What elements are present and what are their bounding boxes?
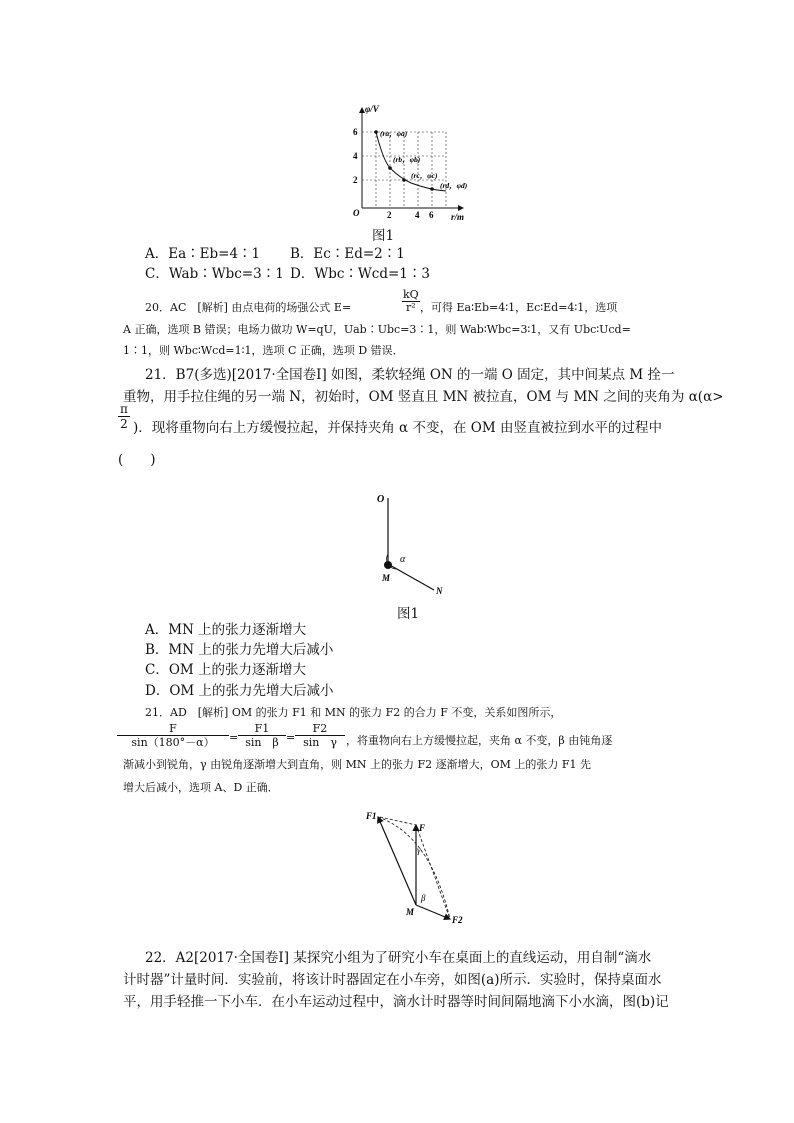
fraction-f1-sin-beta bbox=[238, 722, 286, 749]
alpha-label: α bbox=[400, 554, 406, 565]
fraction-numerator: π bbox=[120, 402, 128, 416]
point-label: (rb，φb) bbox=[393, 155, 421, 164]
figure-caption: 图1 bbox=[372, 228, 395, 244]
fraction-denominator: sin β bbox=[245, 736, 279, 749]
x-tick: 4 bbox=[415, 210, 420, 220]
question-22-line2: 计时器”计量时间．实验前，将该计时器固定在小车旁，如图(a)所示．实验时，保持桌面水 bbox=[123, 972, 662, 988]
gamma-label: γ bbox=[417, 845, 421, 855]
potential-graph bbox=[345, 100, 480, 225]
answer-21-line2: ，将重物向右上方缓慢拉起，夹角 α 不变，β 由钝角逐 bbox=[346, 734, 613, 747]
question-22-line3: 平，用手轻推一下小车．在小车运动过程中，滴水计时器等时间间隔地滴下小水滴，图(b)记 bbox=[123, 994, 669, 1010]
beta-label: β bbox=[421, 893, 426, 903]
f1-label: F1 bbox=[366, 811, 377, 821]
point-label: (ra，φa) bbox=[380, 129, 408, 138]
answer-21-line3: 渐减小到锐角，γ 由锐角逐渐增大到直角，则 MN 上的张力 F2 逐渐增大，OM 上的张力 F1 先 bbox=[123, 758, 591, 771]
y-tick: 4 bbox=[353, 151, 358, 161]
f-label: F bbox=[419, 823, 426, 833]
answer-20-line2: A 正确，选项 B 错误；电场力做功 W=qU，Uab∶Ubc=3∶1，则 Wab∶Wbc=3∶1，又有 Ubc∶Ucd= bbox=[123, 323, 631, 336]
point-label: (rc，φc) bbox=[411, 171, 438, 180]
fraction-numerator: F2 bbox=[295, 722, 345, 736]
option-a: A．MN 上的张力逐渐增大 bbox=[145, 622, 307, 638]
y-tick: 2 bbox=[353, 175, 358, 185]
fraction-f-sin-alpha bbox=[117, 722, 229, 749]
option-c: C．Wab∶Wbc=3∶1 bbox=[145, 266, 284, 282]
point-n-label: N bbox=[436, 586, 443, 596]
answer-20-line3: 1∶1，则 Wbc∶Wcd=1∶1，选项 C 正确，选项 D 错误． bbox=[123, 344, 404, 357]
figure-caption-2: 图1 bbox=[397, 606, 420, 622]
x-tick: 6 bbox=[429, 210, 434, 220]
fraction-numerator: kQ bbox=[403, 288, 419, 301]
origin-label: O bbox=[353, 208, 360, 218]
fraction-numerator: F1 bbox=[238, 722, 286, 736]
option-c: C．OM 上的张力逐渐增大 bbox=[145, 662, 307, 678]
question-22-line1: 22．A2[2017·全国卷Ⅰ] 某探究小组为了研究小车在桌面上的直线运动，用自制“滴水 bbox=[145, 950, 652, 966]
fraction-kq-r2 bbox=[402, 289, 420, 314]
answer-21-line1: 21．AD [解析] OM 的张力 F1 和 MN 的张力 F2 的合力 F 不变，关系如图所示， bbox=[145, 706, 562, 719]
answer-21-line4: 增大后减小，选项 A、D 正确． bbox=[123, 781, 279, 794]
y-tick: 6 bbox=[353, 127, 358, 137]
fraction-denominator: sin γ bbox=[303, 736, 337, 749]
equals-sign: = bbox=[229, 731, 239, 744]
y-axis-label: φ/V bbox=[365, 104, 379, 114]
answer-paren: ( ) bbox=[118, 452, 156, 468]
x-tick: 2 bbox=[387, 210, 392, 220]
answer-20-line1b: ，可得 Ea∶Eb=4∶1，Ec∶Ed=4∶1，选项 bbox=[420, 301, 618, 314]
option-a: A．Ea∶Eb=4∶1 bbox=[145, 246, 261, 262]
m-label: M bbox=[406, 907, 415, 917]
fraction-denominator: sin（180°－α） bbox=[131, 736, 215, 749]
x-axis-label: r/m bbox=[451, 212, 465, 222]
question-21-line3: )．现将重物向右上方缓慢拉起，并保持夹角 α 不变，在 OM 由竖直被拉到水平的过程中 bbox=[133, 420, 662, 436]
force-triangle-diagram bbox=[360, 805, 470, 930]
option-b: B．MN 上的张力先增大后减小 bbox=[145, 642, 334, 658]
point-m-label: M bbox=[382, 573, 391, 583]
point-o-label: O bbox=[377, 494, 385, 505]
answer-20-line1a: 20．AC [解析] 由点电荷的场强公式 E= bbox=[145, 301, 352, 314]
option-d: D．Wbc∶Wcd=1∶3 bbox=[290, 266, 430, 282]
question-21-line2: 重物，用手拉住绳的另一端 N，初始时，OM 竖直且 MN 被拉直，OM 与 MN 之间的夹角为 α(α> bbox=[123, 389, 724, 405]
fraction-pi-2 bbox=[118, 402, 130, 431]
fraction-denominator: 2 bbox=[120, 417, 128, 431]
option-d: D．OM 上的张力先增大后减小 bbox=[145, 683, 334, 699]
question-21-line1: 21．B7(多选)[2017·全国卷Ⅰ] 如图，柔软轻绳 ON 的一端 O 固定，其中间某点 M 拴一 bbox=[145, 367, 675, 383]
fraction-f2-sin-gamma bbox=[295, 722, 345, 749]
point-label: (rd，φd) bbox=[440, 181, 468, 190]
rope-diagram bbox=[370, 488, 460, 598]
f2-label: F2 bbox=[452, 915, 463, 925]
fraction-denominator: r² bbox=[406, 301, 416, 314]
fraction-numerator: F bbox=[117, 722, 229, 736]
option-b: B．Ec∶Ed=2∶1 bbox=[290, 246, 405, 262]
equals-sign: = bbox=[286, 731, 296, 744]
